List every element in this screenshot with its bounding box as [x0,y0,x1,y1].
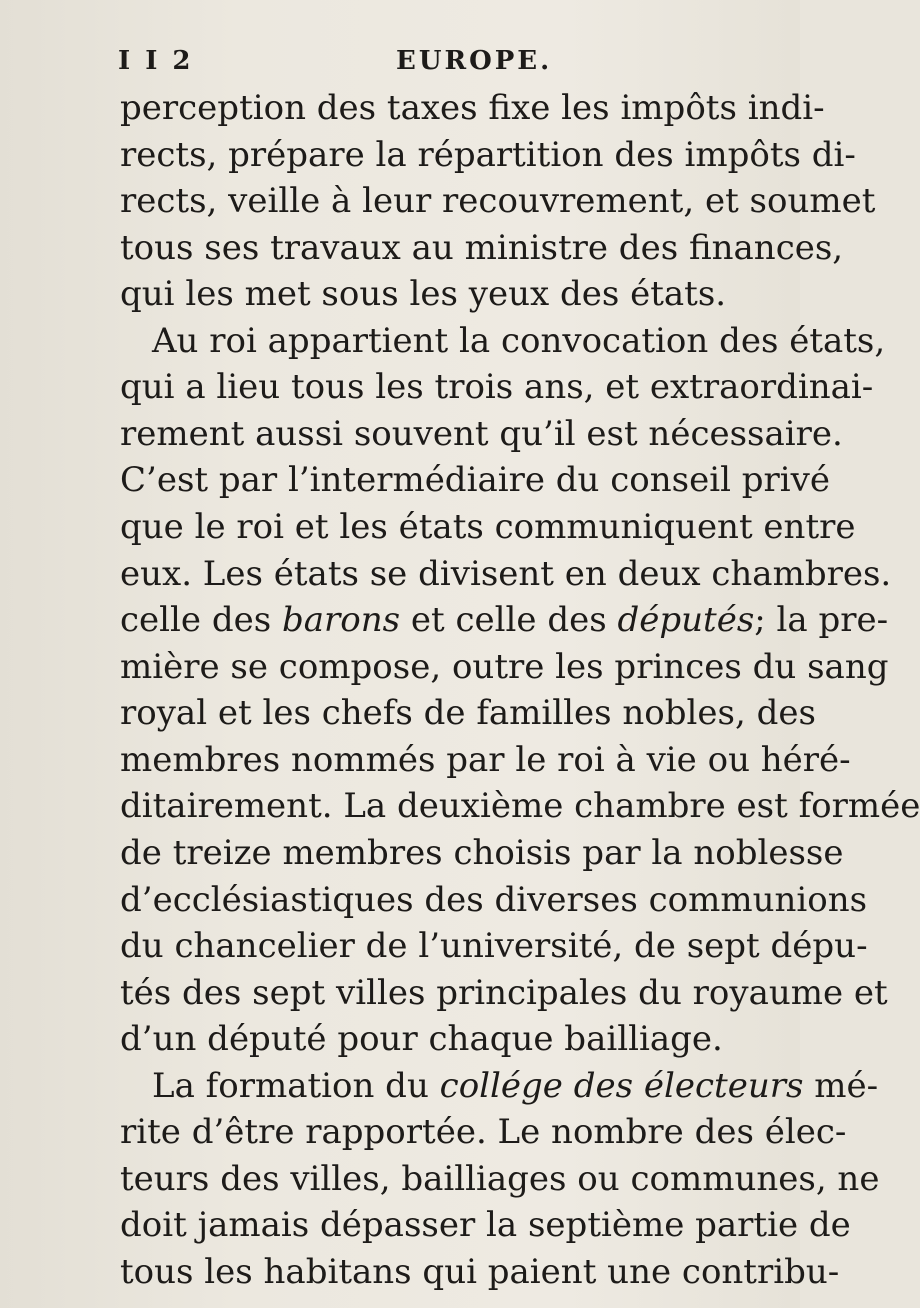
text-line: tous les habitans qui paient une contribu- [120,1252,840,1292]
text-line: qui les met sous les yeux des états. [120,274,727,314]
text-line: royal et les chefs de familles nobles, des [120,693,816,733]
italic-term: barons [281,600,401,640]
page-header [118,38,778,78]
body-text [120,80,920,1300]
text-line: rects, prépare la répartition des impôts di- [120,135,856,175]
text-line: qui a lieu tous les trois ans, et extraordinai- [120,367,874,407]
running-head: EUROPE. [396,46,553,76]
text-line: C’est par l’intermédiaire du conseil privé [120,460,830,500]
text-line: de treize membres choisis par la noblesse [120,833,844,873]
text-line: d’un député pour chaque bailliage. [120,1019,723,1059]
text-line: doit jamais dépasser la septième partie de [120,1205,851,1245]
text-line: rects, veille à leur recouvrement, et soumet [120,181,876,221]
text-line: que le roi et les états communiquent entre [120,507,856,547]
text-line: d’ecclésiastiques des diverses communions [120,880,868,920]
text-run: mé- [803,1066,879,1106]
text-line: ditairement. La deuxième chambre est formée [120,786,920,826]
text-run: ; la pre- [754,600,889,640]
text-line: rement aussi souvent qu’il est nécessaire. [120,414,843,454]
paragraph-start-line: Au roi appartient la convocation des états, [152,321,886,361]
text-line: mière se compose, outre les princes du sang [120,647,889,687]
text-run: et celle des [400,600,618,640]
text-line: teurs des villes, bailliages ou communes, ne [120,1159,880,1199]
text-line: tés des sept villes principales du royaume et [120,973,888,1013]
text-line: rite d’être rapportée. Le nombre des élec- [120,1112,847,1152]
text-line: du chancelier de l’université, de sept dépu- [120,926,868,966]
text-line: tous ses travaux au ministre des finances, [120,228,844,268]
text-run: celle des [120,600,282,640]
text-line: membres nommés par le roi à vie ou héré- [120,740,851,780]
text-line: eux. Les états se divisent en deux chambres. [120,554,892,594]
page-number: I I 2 [118,46,194,76]
italic-term: collége des électeurs [439,1066,804,1106]
text-run: La formation du [152,1066,440,1106]
italic-term: députés [617,600,755,640]
text-line: perception des taxes fixe les impôts indi- [120,88,825,128]
